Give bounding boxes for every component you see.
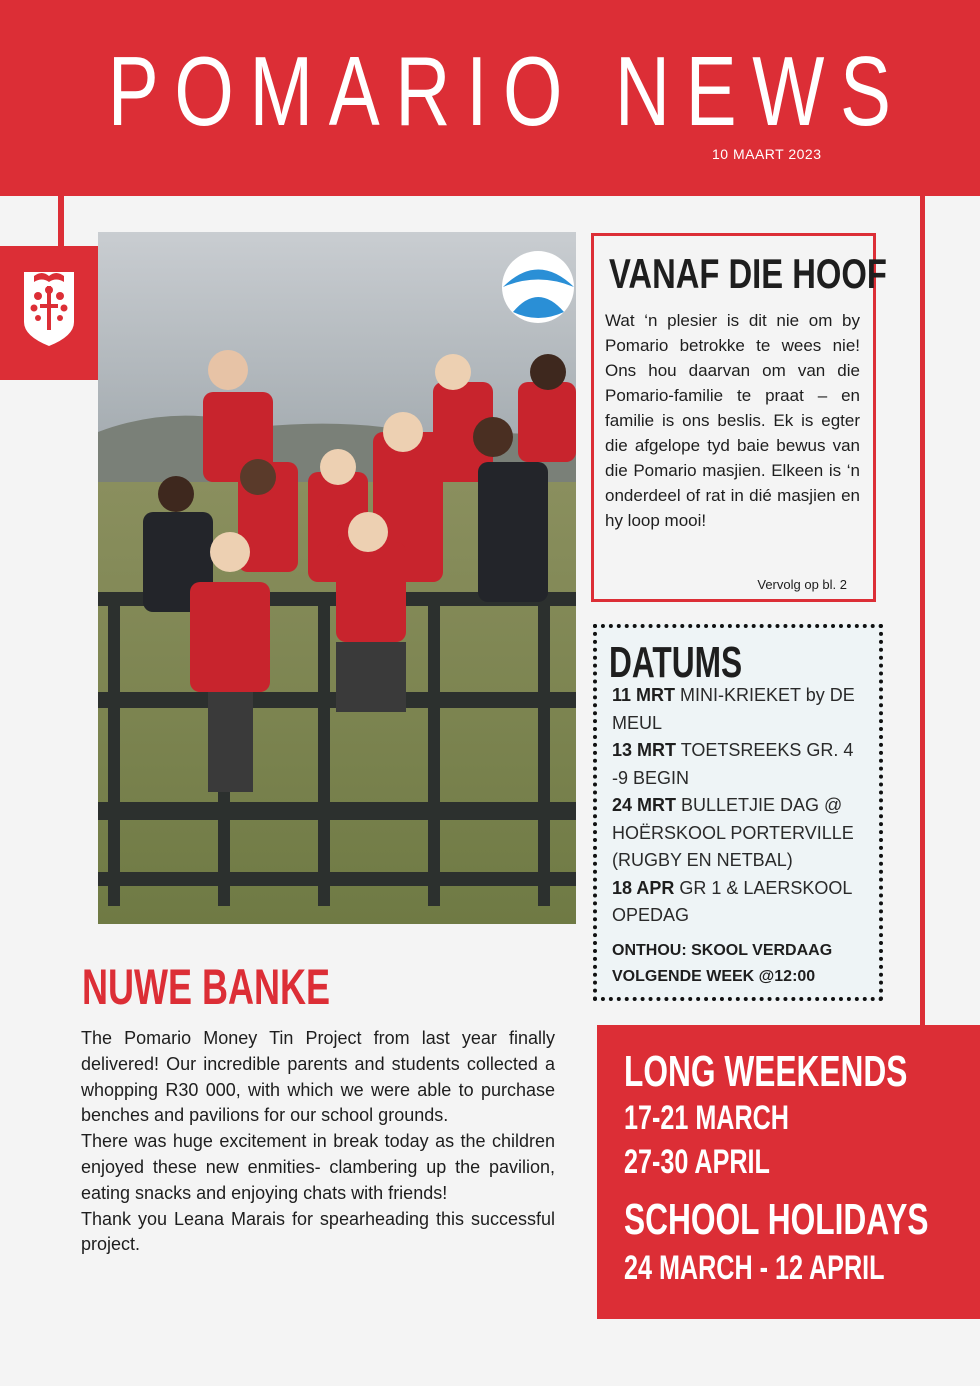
- event-text: TOETSREEKS GR. 4 -9 BEGIN: [612, 740, 854, 788]
- school-holidays-title: SCHOOL HOLIDAYS: [624, 1195, 929, 1244]
- continued-note: Vervolg op bl. 2: [757, 577, 847, 592]
- crest-panel: [0, 246, 98, 380]
- list-item: [612, 737, 874, 792]
- principal-message-box: [591, 233, 887, 602]
- issue-date: 10 MAART 2023: [712, 146, 822, 162]
- reminder-note: ONTHOU: SKOOL VERDAAG VOLGENDE WEEK @12:00: [612, 942, 833, 985]
- masthead: [0, 0, 980, 196]
- article-body: [81, 1026, 555, 1258]
- article-paragraph: Thank you Leana Marais for spearheading this successful project.: [81, 1208, 555, 1255]
- list-item: [612, 875, 874, 930]
- event-text: MINI-KRIEKET by DE MEUL: [612, 685, 855, 733]
- event-date: 18 APR: [612, 877, 675, 898]
- holidays-box: [597, 1025, 980, 1319]
- group-photo: [98, 232, 576, 924]
- dates-box: [593, 624, 883, 1001]
- event-date: 24 MRT: [612, 795, 677, 815]
- dates-title: DATUMS: [609, 638, 743, 687]
- long-weekend-date: 27-30 APRIL: [624, 1143, 770, 1181]
- article-title: NUWE BANKE: [82, 959, 330, 1015]
- list-item: [612, 792, 874, 875]
- list-item: [612, 682, 874, 737]
- principal-message-title: VANAF DIE HOOF: [609, 250, 887, 297]
- article-paragraph: There was huge excitement in break today as the children enjoyed these new enmities- clambering up the pavilion, eating snacks and enjoying chats with friends!: [81, 1131, 555, 1203]
- event-date: 13 MRT: [612, 740, 677, 760]
- principal-message-body: Wat ‘n plesier is dit nie om by Pomario betrokke te wees nie! Ons hou daarvan om van die Pomario-familie te praat – en familie is ons beslis. Ek is egter die afgelope tyd baie bewus van die Pomario masjien. Elkeen is ‘n onderdeel of rat in dié masjien en hy loop mooi!: [605, 311, 860, 530]
- school-crest-icon: [0, 246, 98, 380]
- event-list: [612, 682, 874, 930]
- article-paragraph: The Pomario Money Tin Project from last year finally delivered! Our incredible parents and students collected a whopping R30 000, with which we were able to purchase benches and pavilions for our school grounds.: [81, 1028, 555, 1126]
- long-weekends-title: LONG WEEKENDS: [624, 1047, 908, 1096]
- long-weekend-date: 17-21 MARCH: [624, 1099, 789, 1137]
- event-date: 11 MRT: [612, 685, 676, 705]
- event-text: BULLETJIE DAG @ HOËRSKOOL PORTERVILLE (RUGBY EN NETBAL): [612, 795, 854, 870]
- event-text: GR 1 & LAERSKOOL OPEDAG: [612, 877, 852, 925]
- school-holidays-date: 24 MARCH - 12 APRIL: [624, 1249, 885, 1287]
- newsletter-title: POMARIO NEWS: [107, 36, 907, 146]
- divider-line-left: [58, 196, 64, 248]
